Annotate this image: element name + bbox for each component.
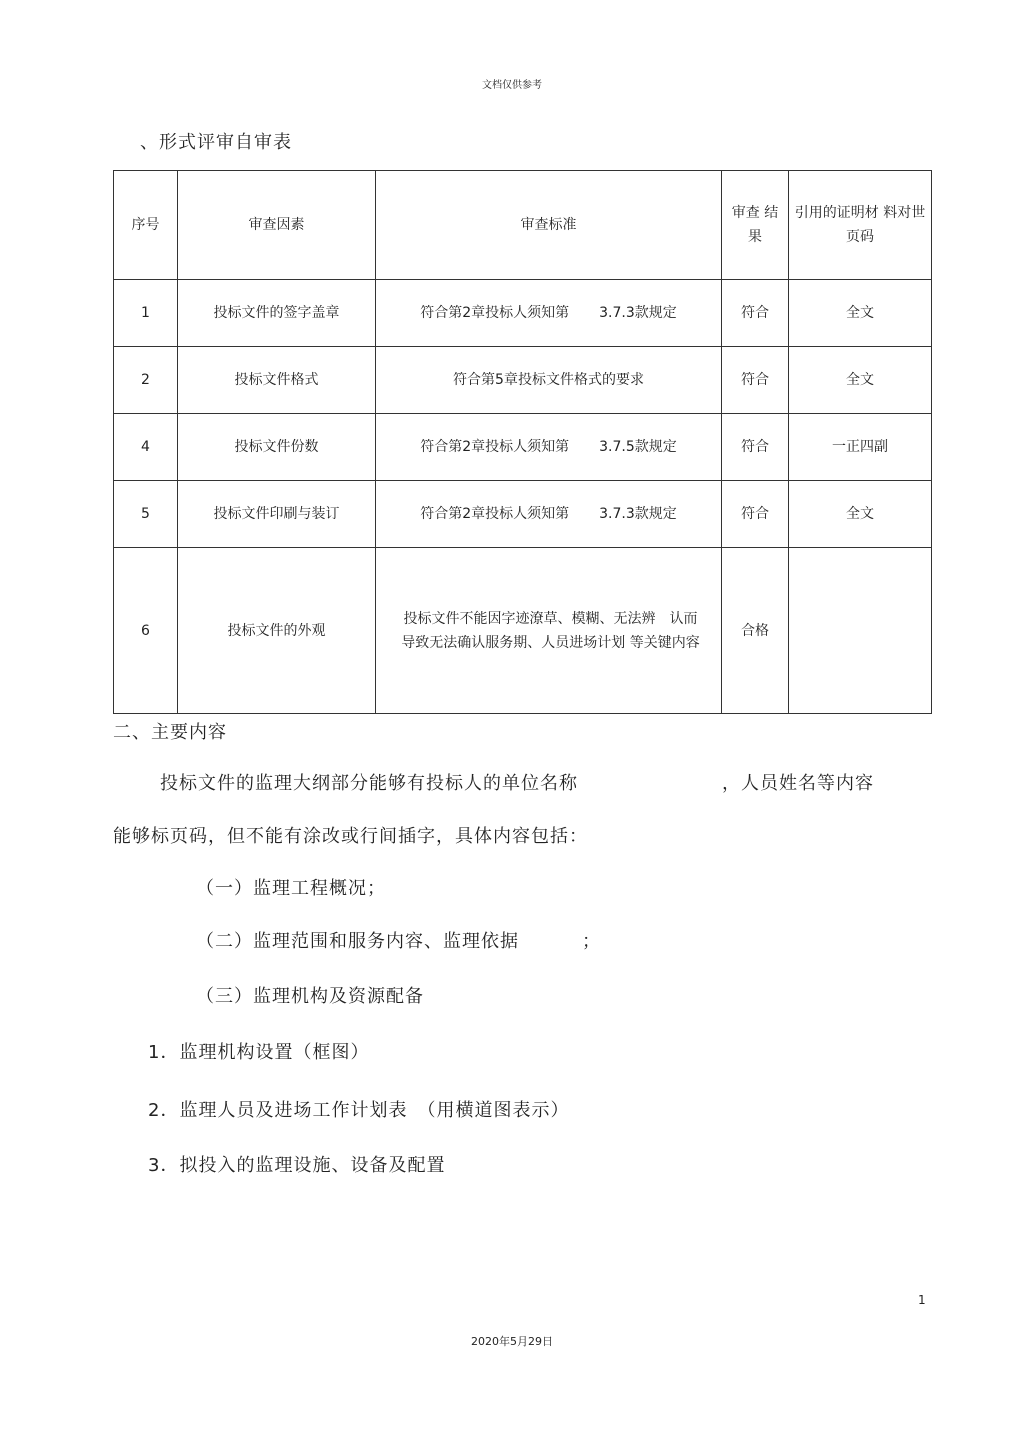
cell-no: 4 — [114, 414, 178, 481]
section-title-main-content: 二、主要内容 — [113, 722, 227, 743]
standard-line-2: 导致无法确认服务期、人员进场计划 等关键内容 — [401, 634, 700, 651]
cell-no: 6 — [114, 548, 178, 714]
header-result: 审查 结果 — [722, 171, 789, 280]
cell-page: 全文 — [789, 347, 932, 414]
cell-result: 符合 — [722, 414, 789, 481]
cell-page: 一正四副 — [789, 414, 932, 481]
standard-clause: 3.7.3款规定 — [599, 506, 677, 522]
cell-factor: 投标文件印刷与装订 — [178, 481, 376, 548]
standard-text: 符合第2章投标人须知第 — [420, 305, 570, 321]
footer-date: 2020年5月29日 — [471, 1335, 553, 1348]
numbered-item-1: 1．监理机构设置（框图） — [148, 1042, 370, 1063]
header-evidence-page: 引用的证明材 料对世页码 — [789, 171, 932, 280]
table-row — [114, 414, 932, 481]
subsection-1: （一）监理工程概况； — [196, 878, 386, 899]
standard-clause: 3.7.3款规定 — [599, 305, 677, 321]
standard-clause: 3.7.5款规定 — [599, 439, 677, 455]
cell-no: 1 — [114, 280, 178, 347]
section-title-review-table: 、形式评审自审表 — [140, 132, 292, 153]
cell-standard — [376, 481, 722, 548]
cell-standard — [376, 280, 722, 347]
cell-no: 2 — [114, 347, 178, 414]
cell-result: 符合 — [722, 280, 789, 347]
header-no: 序号 — [114, 171, 178, 280]
paragraph-line-2: 能够标页码，但不能有涂改或行间插字，具体内容包括： — [113, 826, 588, 847]
cell-page: 全文 — [789, 280, 932, 347]
subsection-3: （三）监理机构及资源配备 — [196, 986, 424, 1007]
subsection-2: （二）监理范围和服务内容、监理依据 — [196, 931, 519, 952]
cell-standard: 符合第5章投标文件格式的要求 — [376, 347, 722, 414]
cell-result: 符合 — [722, 347, 789, 414]
standard-text: 符合第2章投标人须知第 — [420, 439, 570, 455]
subsection-2-tail: ； — [582, 931, 600, 952]
cell-factor: 投标文件的签字盖章 — [178, 280, 376, 347]
page-number: 1 — [918, 1293, 926, 1307]
cell-standard — [376, 414, 722, 481]
cell-standard — [376, 548, 722, 714]
paragraph-line-1-tail: ，人员姓名等内容 — [722, 773, 874, 794]
numbered-item-3: 3．拟投入的监理设施、设备及配置 — [148, 1155, 446, 1176]
cell-factor: 投标文件份数 — [178, 414, 376, 481]
cell-factor: 投标文件的外观 — [178, 548, 376, 714]
standard-text: 符合第2章投标人须知第 — [420, 506, 570, 522]
cell-result: 合格 — [722, 548, 789, 714]
cell-page: 全文 — [789, 481, 932, 548]
paragraph-line-1: 投标文件的监理大纲部分能够有投标人的单位名称 — [160, 773, 578, 794]
review-table — [113, 170, 932, 714]
standard-line-1: 投标文件不能因字迹潦草、模糊、无法辨 认而 — [403, 610, 698, 627]
header-factor: 审查因素 — [178, 171, 376, 280]
table-header-row — [114, 171, 932, 280]
cell-no: 5 — [114, 481, 178, 548]
table-row — [114, 481, 932, 548]
table-row — [114, 548, 932, 714]
numbered-item-2: 2．监理人员及进场工作计划表 （用横道图表示） — [148, 1100, 570, 1121]
cell-page — [789, 548, 932, 714]
table-row — [114, 347, 932, 414]
cell-result: 符合 — [722, 481, 789, 548]
table-row — [114, 280, 932, 347]
header-standard: 审查标准 — [376, 171, 722, 280]
document-header: 文档仅供参考 — [482, 80, 542, 91]
cell-factor: 投标文件格式 — [178, 347, 376, 414]
